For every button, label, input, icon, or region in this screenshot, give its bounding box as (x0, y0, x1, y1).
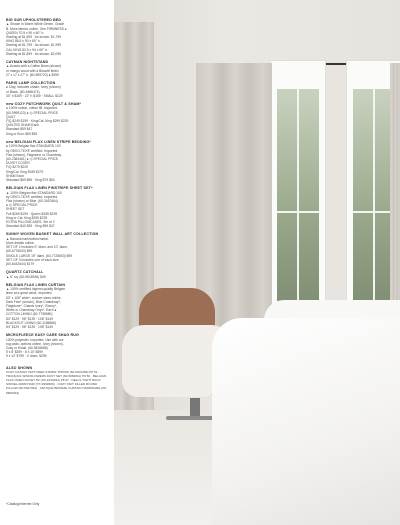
product-detail-line: KING 86.5 x 90 x 60" h. (6, 39, 41, 44)
product-entry (6, 102, 108, 136)
product-heading: BELGIAN FLAX LINEN CURTAIN (6, 282, 66, 287)
product-heading: BELGIAN FLAX LINEN PINSTRIPE SHEET SET* (6, 186, 93, 191)
product-detail-line: linen at a great value. Imported. (6, 291, 53, 296)
product-heading: new BELGIAN FLAX LINEN STRIPE BEDDING* (6, 139, 91, 144)
product-detail-line: by OEKO-TEX® certified. Imported. (6, 148, 59, 153)
product-detail-line: Starting at $1,899 · As shown: $2,099 (6, 51, 61, 56)
product-detail-line: SINGLE LARGE 19" diam. (60-7728653) $99 (6, 253, 73, 258)
product-detail-line: DUVET COVER (6, 161, 30, 166)
product-entry (6, 232, 108, 266)
product-detail-line: 84" $129 · 96" $139 · 108" $149 (6, 316, 53, 321)
product-detail-line: ▲ Acacia with a Coffee Bean (shown) (6, 64, 62, 69)
product-detail-line: CAL KING 82.5 x 94 x 60" h. (6, 47, 48, 52)
product-heading: MICROFLEECE EASY CARE SHAG RUG (6, 333, 79, 338)
product-detail-line: F/Q $279 $229 (6, 165, 28, 170)
product-detail-line: B. More fabrics online. One FIRMNESS ● (6, 26, 67, 31)
product-detail-line: King or Cal. King $299 $239 (6, 215, 48, 220)
product-detail-line: QUILT (6, 114, 16, 119)
product-detail-line: 9 x 12' $799 · 4' diam. $299 (6, 354, 47, 359)
product-detail-line: F/Q $249 $199 · King/Cal. King $299 $229 (6, 119, 69, 124)
product-detail-line: ▲ 6" sq. (60-9618536) $49 (6, 274, 46, 279)
product-detail-line: ● 100% cotton, cotton fill. Imported. (6, 106, 58, 111)
product-entry (6, 140, 108, 182)
product-detail-line: Standard $69 $55 · King $79 $63 (6, 177, 55, 182)
product-detail-line: EXTRA PILLOWCASES, Set of 2 (6, 219, 55, 224)
product-detail-line: (60-6776633) $99 (6, 249, 33, 254)
product-heading: BIG SUR UPHOLSTERED BED (6, 18, 62, 22)
product-entry (6, 270, 108, 279)
product-detail-line: Starting at $1,599 · As shown: $1,799 (6, 35, 61, 40)
product-detail-line: 100% polyester. Imported. Use with our (6, 337, 64, 342)
product-detail-line: COTTON LINING (60-7798880) (6, 312, 53, 317)
bedroom-photo (114, 0, 400, 525)
product-detail-line: 30" h $169 · 22" h $169 · SMALL $129 (6, 93, 63, 98)
product-detail-line: ● ◎ SPECIAL PRICE (6, 203, 38, 208)
product-detail-line: ● Clay, includes shade. Ivory (shown) (6, 85, 61, 90)
product-entry (6, 81, 108, 98)
product-detail-line: ▲ 100% Belgian flax STANDARD 100 (6, 190, 62, 195)
product-detail-line: ● 100% Belgian flax STANDARD 100 (6, 144, 61, 149)
product-detail-line: Starting at $1,799 · As shown: $1,999 (6, 43, 61, 48)
product-detail-line: White or Chambray Onyx*. Each ● (6, 308, 57, 313)
product-detail-line: Flagstone*, Classic Ivory*, Ebony*, (6, 304, 57, 309)
product-detail-line: Gray or Khaki. (60-9616888) (6, 346, 48, 351)
product-detail-line: 50" x 108" wide*, custom sizes online. (6, 295, 62, 300)
product-heading: new COZY PATCHWORK QUILT & SHAM* (6, 102, 82, 107)
bed-quilt (212, 318, 400, 525)
product-detail-line: ▲ 100% certified highest quality Belgian (6, 287, 65, 292)
product-entry (6, 18, 108, 56)
product-detail-line: SHEET SET (6, 207, 25, 212)
product-detail-line: (60-9999123) ● ◎ SPECIAL PRICE (6, 110, 59, 115)
product-detail-line: QUEEN 70.5 x 90 x 60" h. (6, 30, 45, 35)
product-entry (6, 283, 108, 329)
product-detail-line: Flax (shown), Flagstone or Chambray. (6, 152, 62, 157)
product-text-column (0, 0, 114, 525)
product-detail-line: rug pads; options online. Ivory (shown), (6, 341, 64, 346)
product-detail-line: Dark Flax* (shown), Blue Chambray*, (6, 299, 61, 304)
product-detail-line: (60-6442644) $179 (6, 261, 35, 266)
product-entry (6, 333, 108, 358)
product-detail-line: King or Euro $69 $55 (6, 131, 38, 136)
product-heading: QUARTZ CATCHALL (6, 270, 44, 275)
product-entry (6, 60, 108, 77)
product-detail-line: or Black. (60-4686474) (6, 89, 40, 94)
product-detail-line: QUILTED SHAM Each (6, 123, 39, 128)
product-detail-line: or mango wood with a Biscotti finish. (6, 68, 60, 73)
product-detail-line: 84" $129 · 96" $139 · 108" $149 (6, 325, 53, 330)
product-detail-line: BLACKOUT LINING (60-1186866) (6, 320, 57, 325)
product-detail-line: Full $269 $199 · Queen $289 $199 (6, 211, 58, 216)
product-detail-line: Flax (shown) or Blue. (60-3467664) (6, 198, 58, 203)
window-left (270, 60, 326, 322)
product-detail-line: More details online. (6, 240, 35, 245)
product-detail-line: SET OF 3 includes one of each size. (6, 257, 60, 262)
product-heading: SUNNY WOVEN BASKET WALL ART COLLECTION (6, 232, 99, 237)
product-detail-line: SHAM Each (6, 173, 24, 178)
product-detail-line: (60-2384461) ● ◎ SPECIAL PRICE (6, 156, 59, 161)
product-detail-line: SET OF 2 includes 9" diam. and 10" diam. (6, 245, 68, 250)
product-detail-line: ▲ Banana bark/cotton/metal. (6, 236, 49, 241)
product-heading: PARIS LAMP COLLECTION (6, 81, 56, 86)
also-shown-heading: ALSO SHOWN (6, 365, 33, 370)
product-detail-line: by OEKO-TEX® certified. Imported. (6, 194, 59, 199)
product-detail-line: King/Cal. King $349 $279 (6, 169, 44, 174)
product-detail-line: 27 x 17 x 27" h. (60-699720) ● $399 (6, 72, 59, 77)
product-detail-line: Standard $49 $39 · King $59 $47 (6, 224, 55, 229)
product-heading: CAYMAN NIGHTSTAND (6, 60, 49, 65)
product-detail-line: ▲ Shown in Warm White Denim, Grade (6, 22, 65, 27)
product-detail-line: 5 x 8' $399 · 8 x 10' $599 (6, 350, 43, 355)
product-entry (6, 186, 108, 228)
product-detail-line: Standard $59 $47 (6, 127, 33, 132)
footnote: *Catalog/Internet Only (6, 502, 40, 506)
also-shown-text: COZY DASIAN TEXTURED STRIPE THROW (60-5601459) P8 52 · TRANQUIL WINDFLOWERS DUST SET (60-5082811) P0 56 · BELGIAN FLAX LINEN DUVET 50" (60-1634394) P8 57 · NELLS TIGHT BACK SWIVEL ARMCHAIR (TX-9999966) · COZY KNIT FILLED ROUND PILLOW (60-6947364) · ANTIQUE BRONZE CURTAIN HARDWARE (60-8600394) (6, 370, 107, 395)
